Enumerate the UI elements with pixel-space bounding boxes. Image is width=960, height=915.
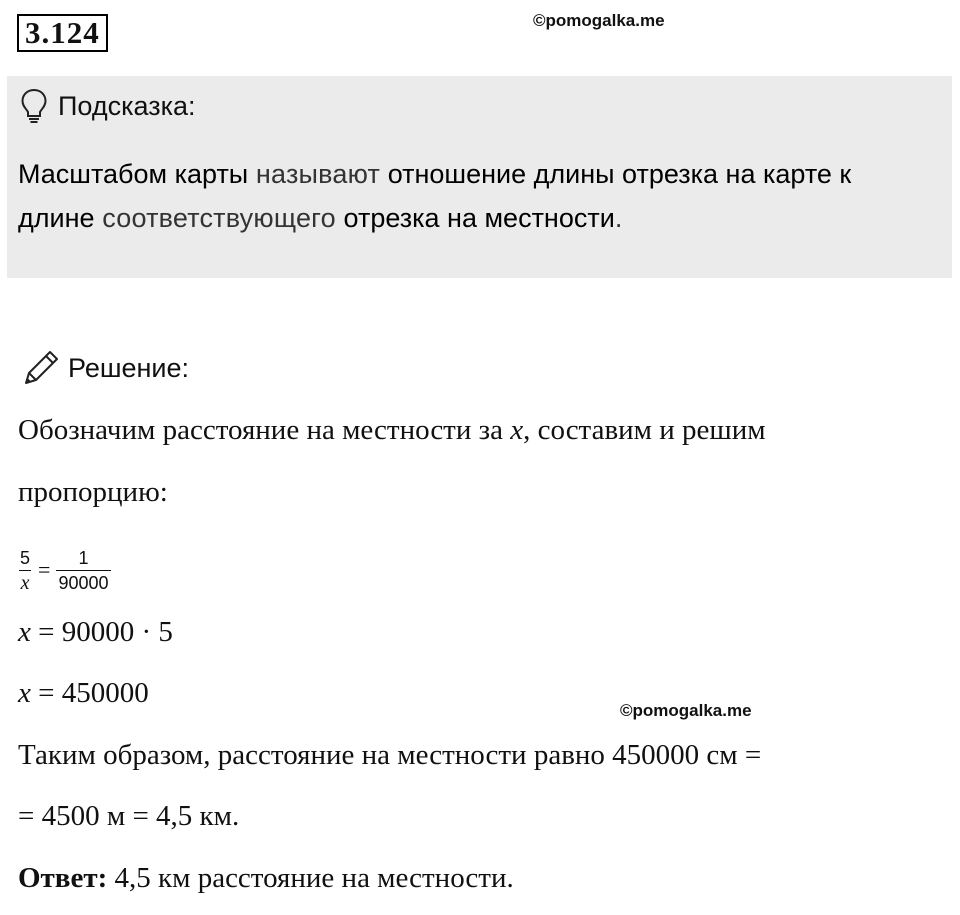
hint-connector-2: соответствующего [94, 203, 344, 233]
fraction-left [18, 546, 32, 595]
hint-term: Масштабом карты [18, 159, 249, 189]
equals-sign: = [38, 557, 51, 582]
intro-line-1 [18, 414, 766, 447]
step-1 [18, 616, 173, 649]
problem-number: 3.124 [17, 14, 108, 52]
step-2-variable: x [18, 677, 31, 709]
intro-line-2: пропорцию: [18, 476, 168, 508]
solution-title-label: Решение: [68, 352, 190, 383]
hint-connector: называют [248, 159, 388, 189]
fraction-left-numerator: 5 [20, 547, 31, 568]
answer-label: Ответ: [18, 862, 108, 894]
watermark-middle: ©pomogalka.me [620, 701, 752, 720]
step-2-expression: = 450000 [30, 677, 149, 709]
conclusion-line-2: = 4500 м = 4,5 км. [18, 800, 240, 832]
fraction-right-numerator: 1 [78, 547, 89, 568]
solution-title [20, 346, 189, 390]
hint-definition: отношение длины отрезка на карте к длине [18, 159, 852, 233]
hint-title [20, 86, 196, 126]
intro-text-b: , составим и решим [523, 414, 766, 446]
step-1-variable: x [18, 616, 31, 648]
answer-line [18, 862, 514, 895]
conclusion-line-1: Таким образом, расстояние на местности равно 450000 см = [18, 739, 762, 771]
proportion-equation [18, 537, 111, 603]
hint-text [18, 152, 918, 240]
intro-variable: x [510, 414, 524, 446]
fraction-left-denominator: x [20, 571, 30, 594]
intro-text-a: Обозначим расстояние на местности за [18, 414, 511, 446]
hint-period: . [614, 203, 623, 233]
fraction-right-denominator: 90000 [56, 570, 110, 595]
step-2 [18, 677, 149, 710]
watermark-top: ©pomogalka.me [533, 11, 665, 30]
hint-definition-end: отрезка на местности [343, 203, 615, 233]
step-1-expression: = 90000 · 5 [30, 616, 173, 648]
pencil-icon [20, 347, 62, 389]
lightbulb-icon [20, 87, 48, 125]
hint-title-label: Подсказка: [58, 90, 196, 121]
fraction-right [56, 546, 110, 595]
answer-text: 4,5 км расстояние на местности. [107, 862, 514, 894]
